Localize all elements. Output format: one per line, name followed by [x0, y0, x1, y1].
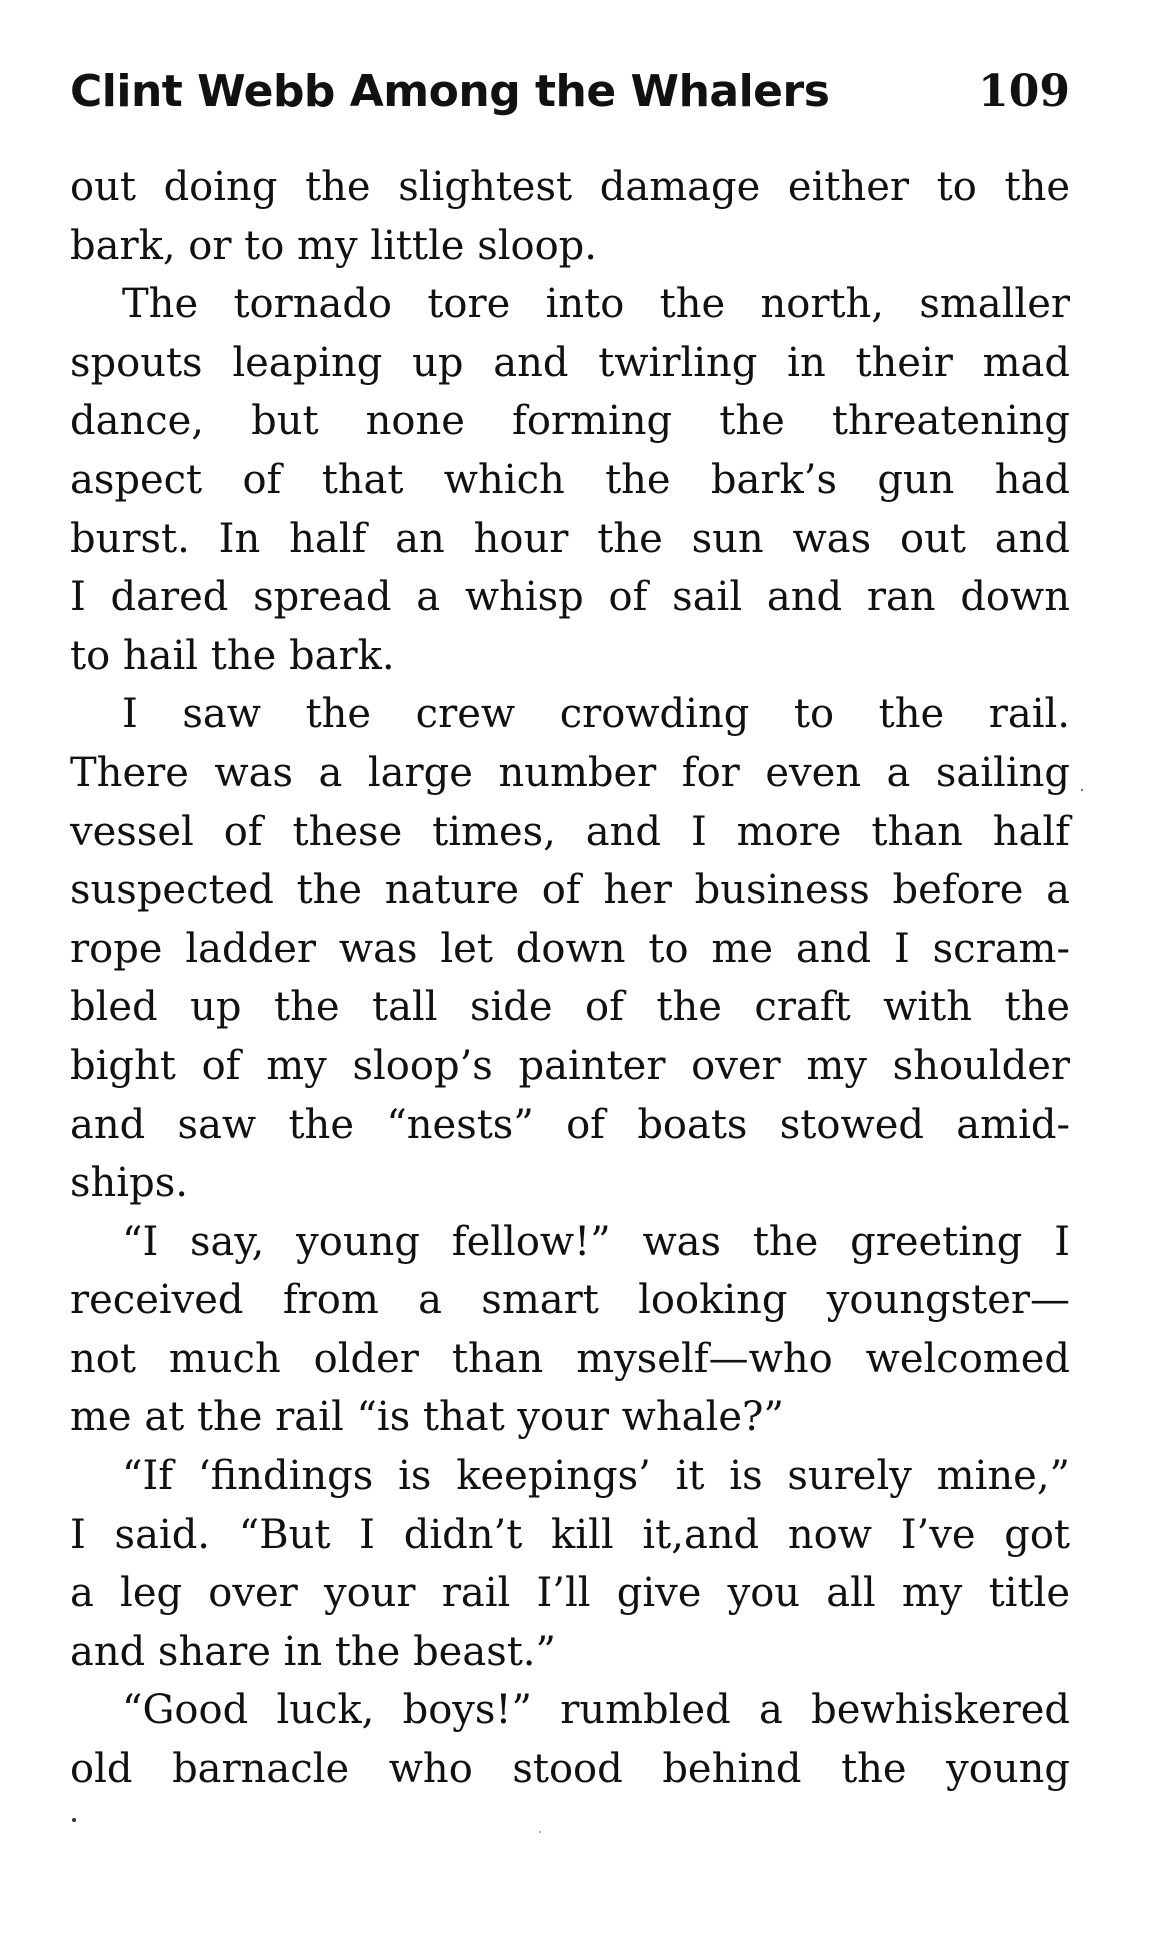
running-title: Clint Webb Among the Whalers [70, 66, 830, 117]
text-line: to hail the bark. [70, 632, 395, 679]
page-number: 109 [978, 66, 1070, 117]
text-line: vessel of these times, and I more than half [70, 808, 1070, 855]
text-line: “If ‘findings is keepings’ it is surely mine,” [122, 1453, 1070, 1500]
ink-speck [1081, 789, 1083, 791]
text-line: I saw the crew crowding to the rail. [122, 691, 1070, 738]
text-line: spouts leaping up and twirling in their mad [70, 339, 1070, 386]
text-line: and saw the “nests” of boats stowed amid- [70, 1101, 1070, 1148]
text-line: a leg over your rail I’ll give you all my title [70, 1570, 1070, 1617]
ink-speck [72, 1818, 76, 1822]
text-line: and share in the beast.” [70, 1628, 556, 1675]
text-line: bark, or to my little sloop. [70, 222, 597, 269]
text-line: old barnacle who stood behind the young [70, 1746, 1070, 1793]
running-head [70, 62, 1070, 132]
text-line: aspect of that which the bark’s gun had [70, 456, 1070, 503]
text-line: dance, but none forming the threatening [70, 398, 1070, 445]
text-line: rope ladder was let down to me and I scram- [70, 925, 1070, 972]
text-line: not much older than myself—who welcomed [70, 1335, 1070, 1382]
text-line: bled up the tall side of the craft with the [70, 984, 1070, 1031]
text-line: me at the rail “is that your whale?” [70, 1394, 784, 1441]
text-line: I said. “But I didn’t kill it,and now I’ve got [70, 1511, 1070, 1558]
text-line: received from a smart looking youngster— [70, 1277, 1070, 1324]
text-line: bight of my sloop’s painter over my shoulder [70, 1042, 1070, 1089]
text-line: “I say, young fellow!” was the greeting I [122, 1218, 1070, 1265]
text-line: “Good luck, boys!” rumbled a bewhiskered [122, 1687, 1070, 1734]
text-line: The tornado tore into the north, smaller [122, 281, 1070, 328]
text-line: suspected the nature of her business before a [70, 867, 1070, 914]
text-line: There was a large number for even a sailing [70, 749, 1070, 796]
text-line: out doing the slightest damage either to the [70, 164, 1070, 210]
body-text [70, 158, 1070, 1799]
text-line: ships. [70, 1160, 188, 1207]
text-line: burst. In half an hour the sun was out and [70, 515, 1070, 562]
ink-speck [539, 1831, 541, 1833]
text-line: I dared spread a whisp of sail and ran down [70, 574, 1070, 621]
